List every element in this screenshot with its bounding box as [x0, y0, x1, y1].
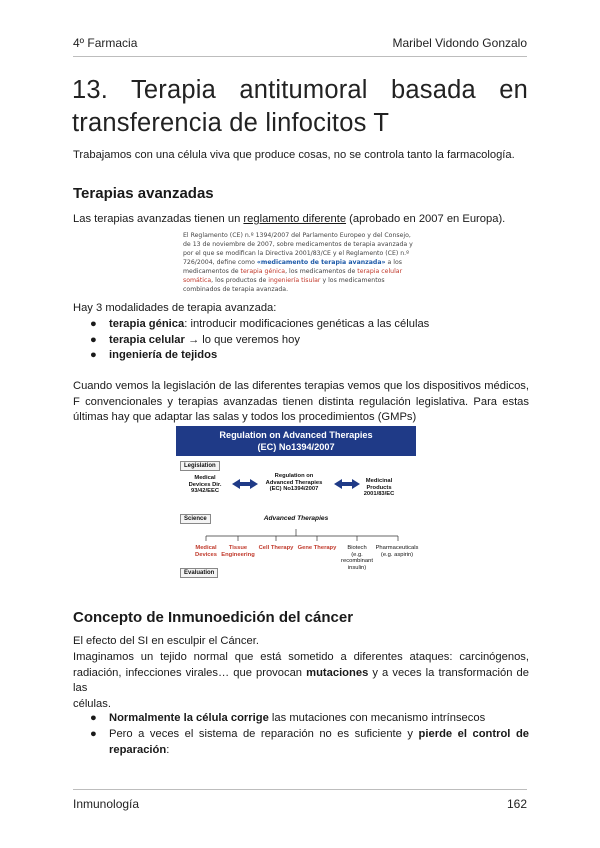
legislation-label: Legislation	[180, 461, 220, 471]
page-number: 162	[506, 797, 527, 811]
header-rule	[73, 56, 527, 57]
list-item: ● terapia celular → lo que veremos hoy	[90, 334, 300, 346]
medical-devices-directive: Medical Devices Dir. 93/42/EEC	[188, 475, 222, 495]
category-medical-devices: Medical Devices	[195, 545, 217, 558]
category-tissue-engineering: Tissue Engineering	[221, 545, 255, 558]
diagram-arrows	[176, 426, 416, 582]
category-pharmaceuticals: Pharmaceuticals (e.g. aspirin)	[375, 545, 419, 558]
modalities-intro: Hay 3 modalidades de terapia avanzada:	[73, 302, 277, 314]
double-arrow-icon	[232, 479, 360, 489]
footer-left: Inmunología	[73, 797, 140, 811]
category-biotech: Biotech (e.g. recombinant insulin)	[341, 545, 373, 571]
heading-inmunoedicion: Concepto de Inmunoedición del cáncer	[73, 609, 354, 626]
regulation-citation-image: El Reglamento (CE) n.º 1394/2007 del Parlamento Europeo y del Consejo, de 13 de noviembre de 2007, sobre medicamentos de terapia avanzada y por el que se modifican la Directiva 2001/83/CE y el Reglamento (CE) n.º 726/2004, define como «medicamento de terapia avanzada» a los medicamentos de terapia génica, los medicamentos de terapia celular somática, los productos de ingeniería tisular y los medicamentos combinados de terapia avanzada.	[183, 232, 413, 293]
title-line-1: 13. Terapia antitumoral basada en	[72, 76, 528, 104]
list-item: ● Normalmente la célula corrige las mutaciones con mecanismo intrínsecos	[90, 712, 486, 724]
diagram-banner: Regulation on Advanced Therapies (EC) No1394/2007	[176, 426, 416, 456]
reglamento-link[interactable]: reglamento diferente	[243, 213, 347, 225]
medicinal-products-directive: Medicinal Products 2001/83/EC	[363, 478, 395, 498]
header-right: Maribel Vidondo Gonzalo	[392, 36, 527, 50]
list-item: ● Pero a veces el sistema de reparación no es suficiente y pierde el control de reparación:	[90, 728, 529, 756]
category-cell-therapy: Cell Therapy	[258, 545, 294, 551]
title-line-2: transferencia de linfocitos T	[72, 109, 390, 137]
list-item: ● ingeniería de tejidos	[90, 349, 218, 361]
heading-terapias-avanzadas: Terapias avanzadas	[73, 185, 214, 202]
evaluation-label: Evaluation	[180, 568, 218, 578]
regulation-diagram	[176, 426, 419, 582]
advanced-therapies-regulation: Regulation on Advanced Therapies (EC) No1394/2007	[265, 473, 323, 493]
paragraph-legislacion: Cuando vemos la legislación de las diferentes terapias vemos que los dispositivos médicos, F convencionales y terapias avanzadas tienen distinta regulación legislativa. Para estas últimas hay que adaptar las salas y todos los procedimientos (GMPs)	[73, 380, 529, 423]
tree-lines	[206, 529, 398, 541]
footer-rule	[73, 789, 527, 790]
paragraph-tejido-normal: Imaginamos un tejido normal que está sometido a diferentes ataques: carcinógenos, radiación, infecciones virales… que provocan mutaciones y a veces la transformación de las células.	[73, 651, 529, 710]
paragraph-efecto-si: El efecto del SI en esculpir el Cáncer.	[73, 635, 259, 647]
intro-text: Trabajamos con una célula viva que produce cosas, no se controla tanto la farmacología.	[73, 149, 515, 161]
science-label: Science	[180, 514, 211, 524]
list-item: ● terapia génica: introducir modificaciones genéticas a las células	[90, 318, 430, 330]
paragraph-reglamento: Las terapias avanzadas tienen un reglamento diferente (aprobado en 2007 en Europa).	[73, 213, 506, 225]
page-title	[72, 74, 528, 140]
category-gene-therapy: Gene Therapy	[297, 545, 337, 551]
advanced-therapies-label: Advanced Therapies	[263, 515, 329, 522]
header-left: 4º Farmacia	[73, 36, 138, 50]
